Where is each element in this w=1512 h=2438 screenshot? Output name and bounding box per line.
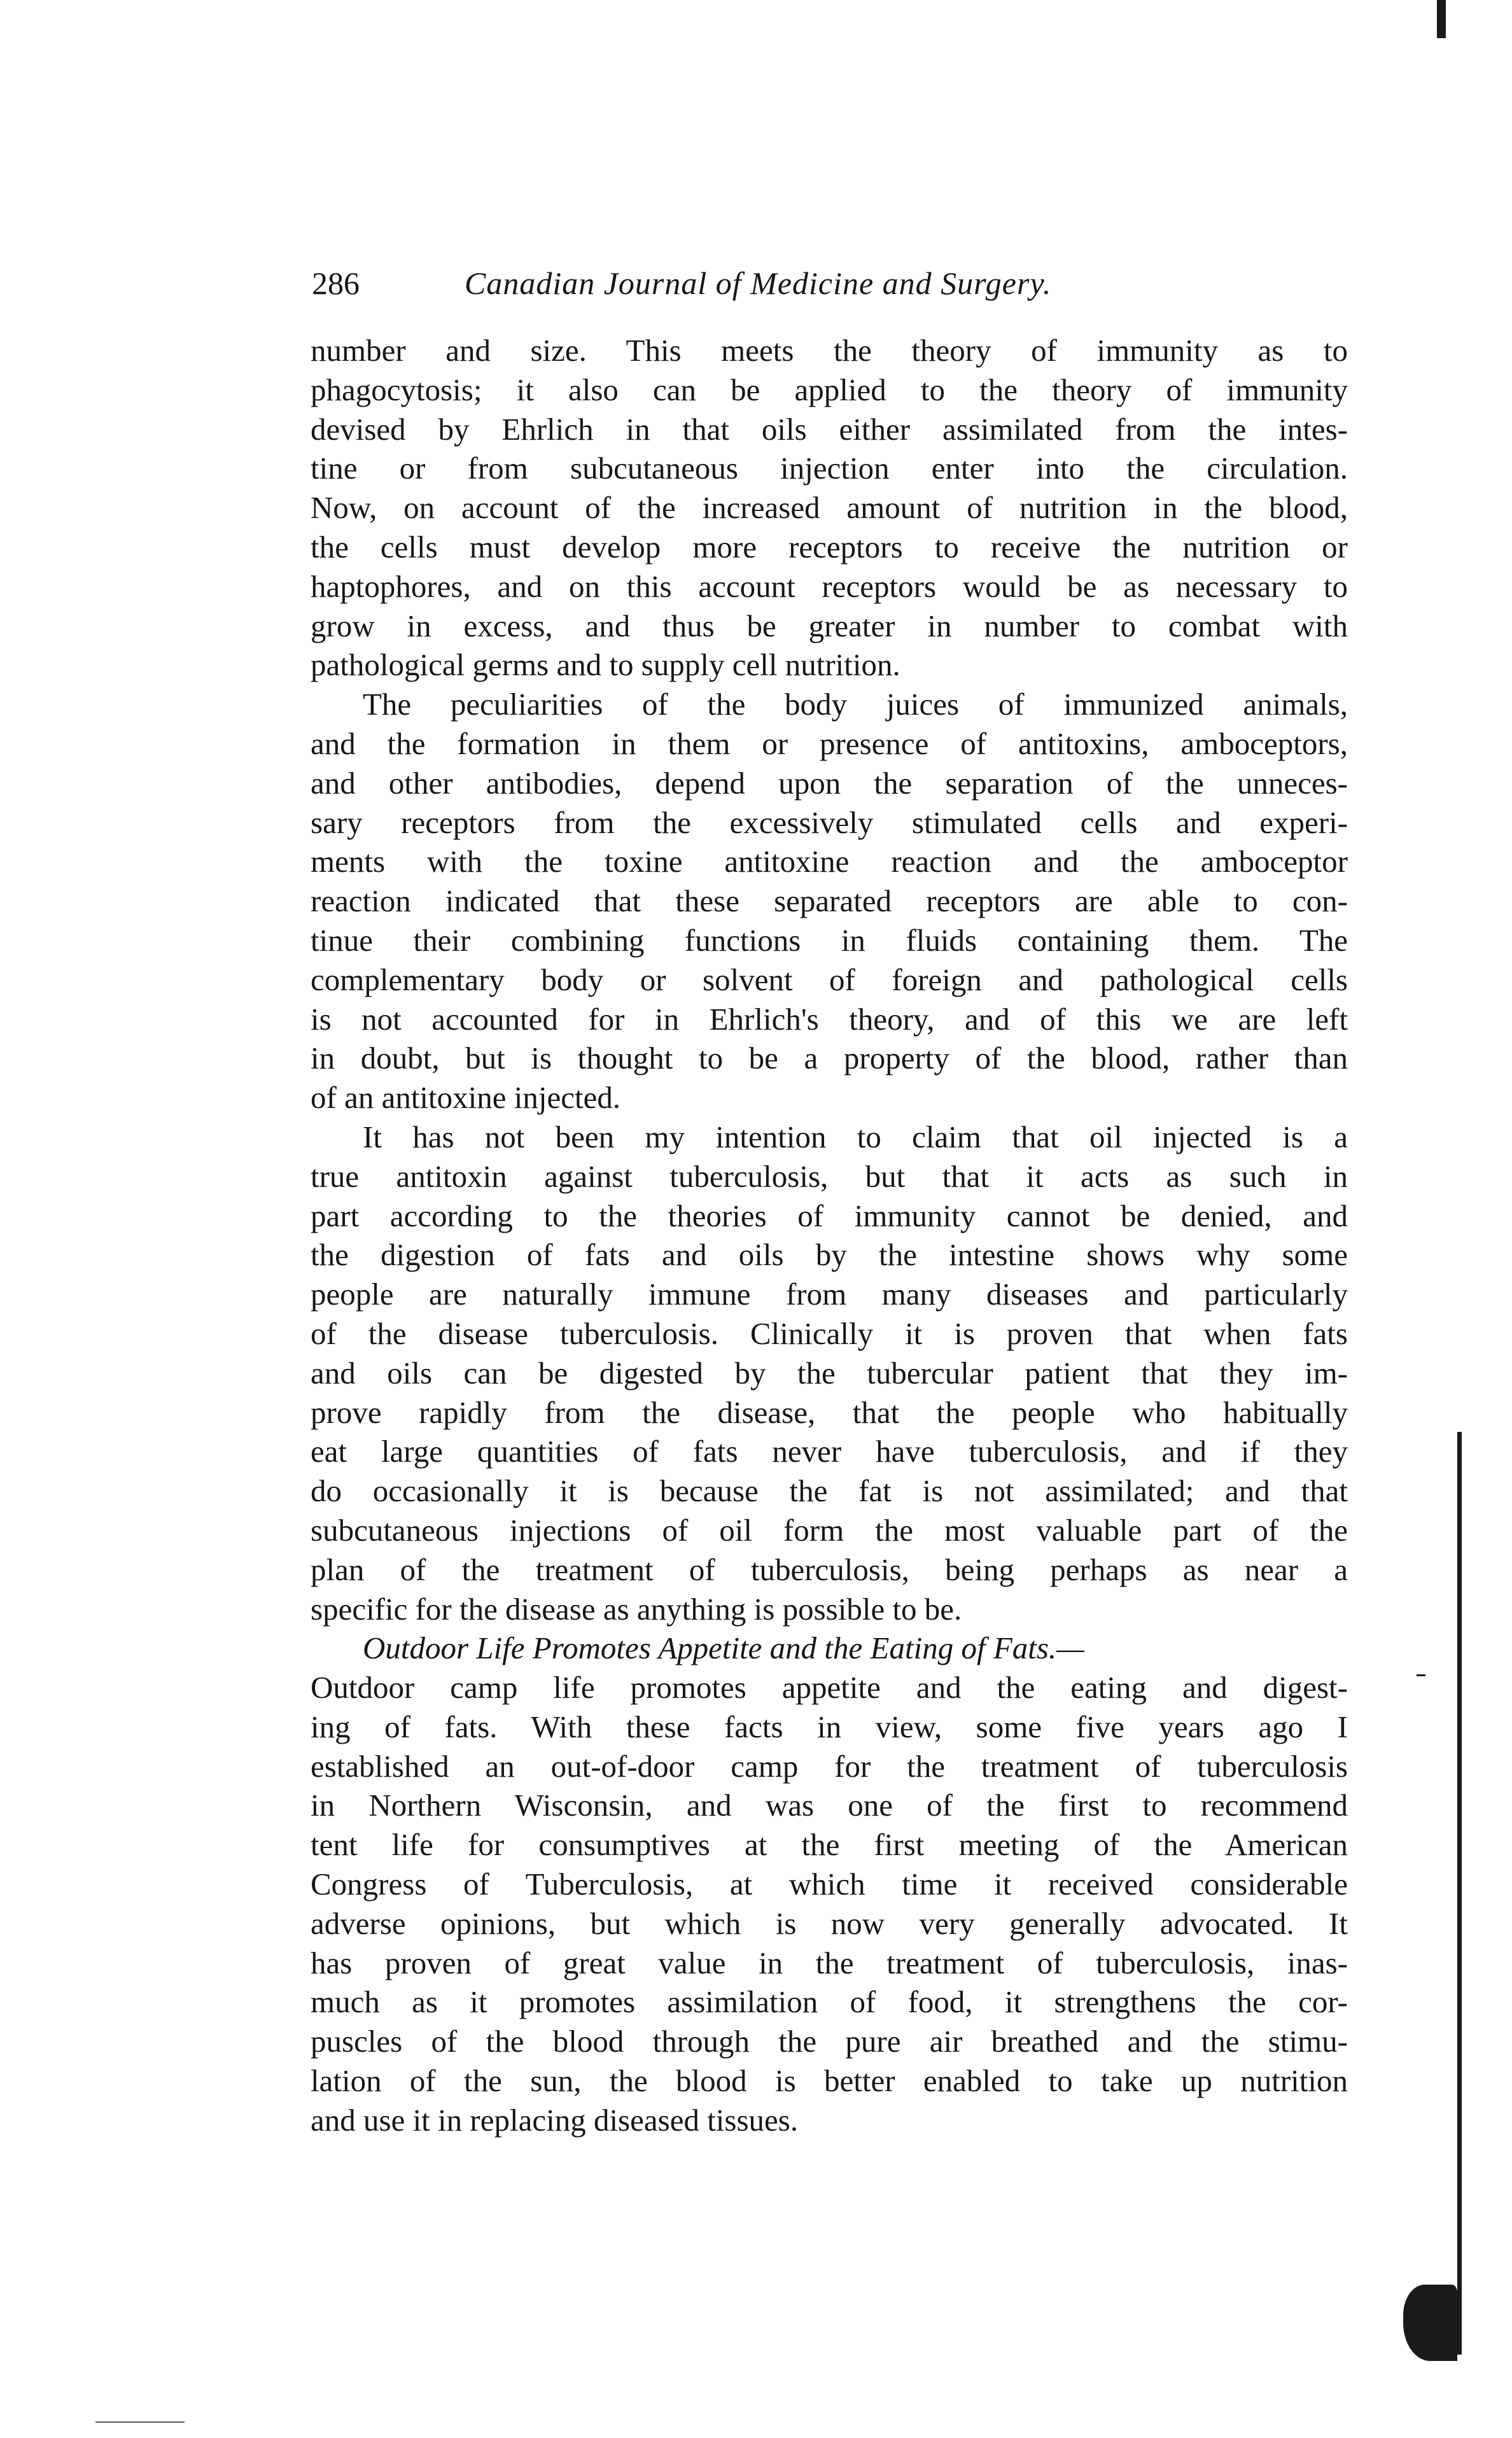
text-line: haptophores, and on this account receptors would be as necessary to [311, 568, 1348, 604]
scan-edge-mark-bottom [1403, 2285, 1457, 2361]
text-line: The peculiarities of the body juices of immunized animals, [363, 687, 1348, 722]
text-line: and use it in replacing diseased tissues. [311, 2102, 799, 2138]
text-line: established an out-of-door camp for the treatment of tuberculosis [311, 1748, 1348, 1784]
text-line: It has not been my intention to claim that oil injected is a [363, 1119, 1348, 1154]
text-line: in Northern Wisconsin, and was one of the first to recommend [311, 1788, 1348, 1823]
text-line: plan of the treatment of tuberculosis, being perhaps as near a [311, 1552, 1348, 1587]
text-line: number and size. This meets the theory of immunity as to [311, 333, 1348, 368]
text-line: devised by Ehrlich in that oils either assimilated from the intes- [311, 411, 1348, 447]
scan-bottom-rule [95, 2421, 185, 2423]
body-text [311, 331, 1348, 2140]
text-line: phagocytosis; it also can be applied to the theory of immunity [311, 372, 1348, 407]
text-line: and other antibodies, depend upon the separation of the unneces- [311, 765, 1348, 801]
text-line: the cells must develop more receptors to receive the nutrition or [311, 529, 1348, 564]
scan-edge-mark-top [1437, 0, 1446, 38]
text-line: in doubt, but is thought to be a property of the blood, rather than [311, 1040, 1348, 1076]
text-line: and oils can be digested by the tubercular patient that they im- [311, 1355, 1348, 1391]
text-line: reaction indicated that these separated receptors are able to con- [311, 883, 1348, 919]
text-line: and the formation in them or presence of antitoxins, amboceptors, [311, 725, 1348, 761]
text-line: people are naturally immune from many diseases and particularly [311, 1277, 1348, 1312]
text-line: subcutaneous injections of oil form the most valuable part of the [311, 1512, 1348, 1548]
text-line: Outdoor camp life promotes appetite and the eating and digest- [311, 1670, 1348, 1706]
text-line: prove rapidly from the disease, that the people who habitually [311, 1394, 1348, 1430]
running-header [312, 258, 1355, 309]
text-line: specific for the disease as anything is possible to be. [311, 1591, 962, 1627]
text-line: ing of fats. With these facts in view, some five years ago I [311, 1709, 1348, 1744]
text-line: tinue their combining functions in fluids containing them. The [311, 922, 1348, 958]
text-line: ments with the toxine antitoxine reaction and the amboceptor [311, 844, 1348, 879]
journal-title: Canadian Journal of Medicine and Surgery. [465, 265, 1052, 301]
text-line: of an antitoxine injected. [311, 1080, 621, 1116]
text-line: sary receptors from the excessively stimulated cells and experi- [311, 804, 1348, 840]
text-line: tent life for consumptives at the first meeting of the American [311, 1827, 1348, 1863]
text-line: puscles of the blood through the pure air breathed and the stimu- [311, 2024, 1348, 2059]
text-line: is not accounted for in Ehrlich's theory, and of this we are left [311, 1001, 1348, 1037]
text-line: do occasionally it is because the fat is not assimilated; and that [311, 1473, 1348, 1509]
page-number: 286 [312, 265, 360, 301]
section-heading-line [311, 1629, 1348, 1668]
text-line: complementary body or solvent of foreign and pathological cells [311, 962, 1348, 997]
text-line: tine or from subcutaneous injection enter into the circulation. [311, 451, 1348, 486]
text-line: eat large quantities of fats never have tuberculosis, and if they [311, 1434, 1348, 1469]
section-heading: Outdoor Life Promotes Appetite and the Eating of Fats.— [363, 1630, 1084, 1666]
text-line: Now, on account of the increased amount of nutrition in the blood, [311, 490, 1348, 526]
text-line: adverse opinions, but which is now very generally advocated. It [311, 1905, 1348, 1941]
text-line: true antitoxin against tuberculosis, but that it acts as such in [311, 1158, 1348, 1194]
text-line: of the disease tuberculosis. Clinically it is proven that when fats [311, 1315, 1348, 1351]
text-line: the digestion of fats and oils by the intestine shows why some [311, 1237, 1348, 1273]
scan-margin-tick [1417, 1674, 1425, 1676]
scan-edge-line [1457, 1432, 1462, 2355]
text-line: much as it promotes assimilation of food, it strengthens the cor- [311, 1984, 1348, 2020]
text-line: Congress of Tuberculosis, at which time it received considerable [311, 1867, 1348, 1902]
text-line: lation of the sun, the blood is better enabled to take up nutrition [311, 2063, 1348, 2099]
text-line: has proven of great value in the treatment of tuberculosis, inas- [311, 1945, 1348, 1980]
text-line: part according to the theories of immunity cannot be denied, and [311, 1198, 1348, 1233]
text-line: grow in excess, and thus be greater in number to combat with [311, 608, 1348, 643]
text-line: pathological germs and to supply cell nutrition. [311, 647, 900, 683]
